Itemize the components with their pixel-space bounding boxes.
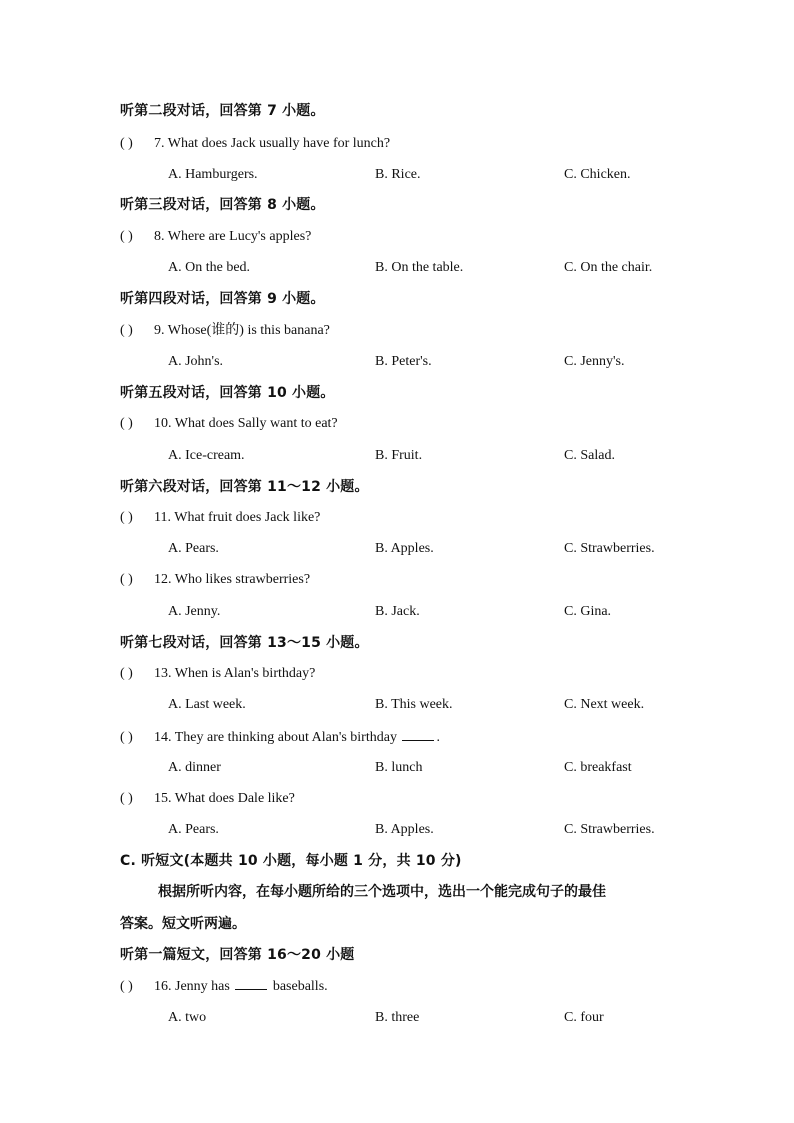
option-b: B. Rice. — [375, 167, 421, 182]
section-heading-2: 听第二段对话，回答第 7 小题。 — [120, 103, 325, 119]
option-a: A. two — [168, 1010, 207, 1025]
option-c: C. Chicken. — [564, 167, 631, 182]
question-7 — [120, 133, 390, 155]
question-14 — [120, 726, 440, 748]
options-11 — [0, 538, 794, 560]
option-b: B. Fruit. — [375, 448, 423, 463]
question-text: 9. Whose(谁的) is this banana? — [154, 323, 330, 338]
option-b: B. lunch — [375, 760, 423, 775]
options-8 — [0, 257, 794, 279]
question-text: 10. What does Sally want to eat? — [154, 416, 338, 431]
option-a: A. On the bed. — [168, 260, 251, 275]
question-13 — [120, 663, 315, 685]
question-text: 13. When is Alan's birthday? — [154, 666, 316, 681]
options-16 — [0, 1007, 794, 1029]
question-12 — [120, 569, 310, 591]
answer-blank[interactable]: ( ) — [120, 229, 133, 244]
question-8 — [120, 226, 311, 248]
question-10 — [120, 413, 338, 435]
option-c: C. Jenny's. — [564, 354, 625, 369]
option-c: C. breakfast — [564, 760, 632, 775]
passage-heading-1: 听第一篇短文，回答第 16～20 小题 — [120, 947, 355, 963]
section-heading-3: 听第三段对话，回答第 8 小题。 — [120, 197, 325, 213]
option-a: A. Last week. — [168, 697, 246, 712]
question-11 — [120, 507, 320, 529]
answer-blank[interactable]: ( ) — [120, 416, 133, 431]
answer-blank[interactable]: ( ) — [120, 572, 133, 587]
option-c: C. On the chair. — [564, 260, 653, 275]
option-b: B. Apples. — [375, 822, 434, 837]
question-9 — [120, 320, 330, 342]
section-heading-5: 听第五段对话，回答第 10 小题。 — [120, 385, 335, 401]
section-heading-4: 听第四段对话，回答第 9 小题。 — [120, 291, 325, 307]
options-10 — [0, 445, 794, 467]
question-text: 14. They are thinking about Alan's birthday — [154, 730, 397, 745]
option-a: A. Pears. — [168, 541, 219, 556]
fill-blank — [402, 726, 434, 741]
option-b: B. Jack. — [375, 604, 420, 619]
question-text: 16. Jenny has — [154, 979, 230, 994]
question-text: 8. Where are Lucy's apples? — [154, 229, 312, 244]
option-a: A. Ice-cream. — [168, 448, 245, 463]
option-c: C. Strawberries. — [564, 822, 655, 837]
question-text-end: baseballs. — [272, 979, 328, 994]
question-text: 12. Who likes strawberries? — [154, 572, 311, 587]
question-text-end: . — [436, 730, 440, 745]
question-text: 7. What does Jack usually have for lunch? — [154, 136, 391, 151]
answer-blank[interactable]: ( ) — [120, 323, 133, 338]
answer-blank[interactable]: ( ) — [120, 730, 133, 745]
answer-blank[interactable]: ( ) — [120, 979, 133, 994]
option-a: A. Hamburgers. — [168, 167, 258, 182]
option-b: B. This week. — [375, 697, 453, 712]
question-16 — [120, 975, 328, 997]
section-heading-7: 听第七段对话，回答第 13～15 小题。 — [120, 635, 369, 651]
option-a: A. Jenny. — [168, 604, 221, 619]
option-c: C. four — [564, 1010, 604, 1025]
option-b: B. Apples. — [375, 541, 434, 556]
options-12 — [0, 601, 794, 623]
options-14 — [0, 757, 794, 779]
option-c: C. Next week. — [564, 697, 645, 712]
section-heading-6: 听第六段对话，回答第 11～12 小题。 — [120, 479, 369, 495]
option-c: C. Salad. — [564, 448, 615, 463]
option-a: A. Pears. — [168, 822, 219, 837]
answer-blank[interactable]: ( ) — [120, 136, 133, 151]
fill-blank — [235, 975, 267, 990]
options-7 — [0, 164, 794, 186]
options-9 — [0, 351, 794, 373]
question-text: 15. What does Dale like? — [154, 791, 295, 806]
option-b: B. Peter's. — [375, 354, 432, 369]
option-b: B. three — [375, 1010, 420, 1025]
answer-blank[interactable]: ( ) — [120, 666, 133, 681]
option-b: B. On the table. — [375, 260, 464, 275]
option-a: A. John's. — [168, 354, 224, 369]
options-15 — [0, 819, 794, 841]
options-13 — [0, 694, 794, 716]
answer-blank[interactable]: ( ) — [120, 791, 133, 806]
part-c-heading: C. 听短文(本题共 10 小题，每小题 1 分，共 10 分) — [120, 853, 462, 869]
question-text: 11. What fruit does Jack like? — [154, 510, 321, 525]
question-15 — [120, 788, 295, 810]
option-c: C. Strawberries. — [564, 541, 655, 556]
option-a: A. dinner — [168, 760, 221, 775]
instruction-line-1: 根据所听内容，在每小题所给的三个选项中，选出一个能完成句子的最佳 — [158, 884, 606, 900]
answer-blank[interactable]: ( ) — [120, 510, 133, 525]
instruction-line-2: 答案。短文听两遍。 — [120, 916, 246, 932]
option-c: C. Gina. — [564, 604, 612, 619]
